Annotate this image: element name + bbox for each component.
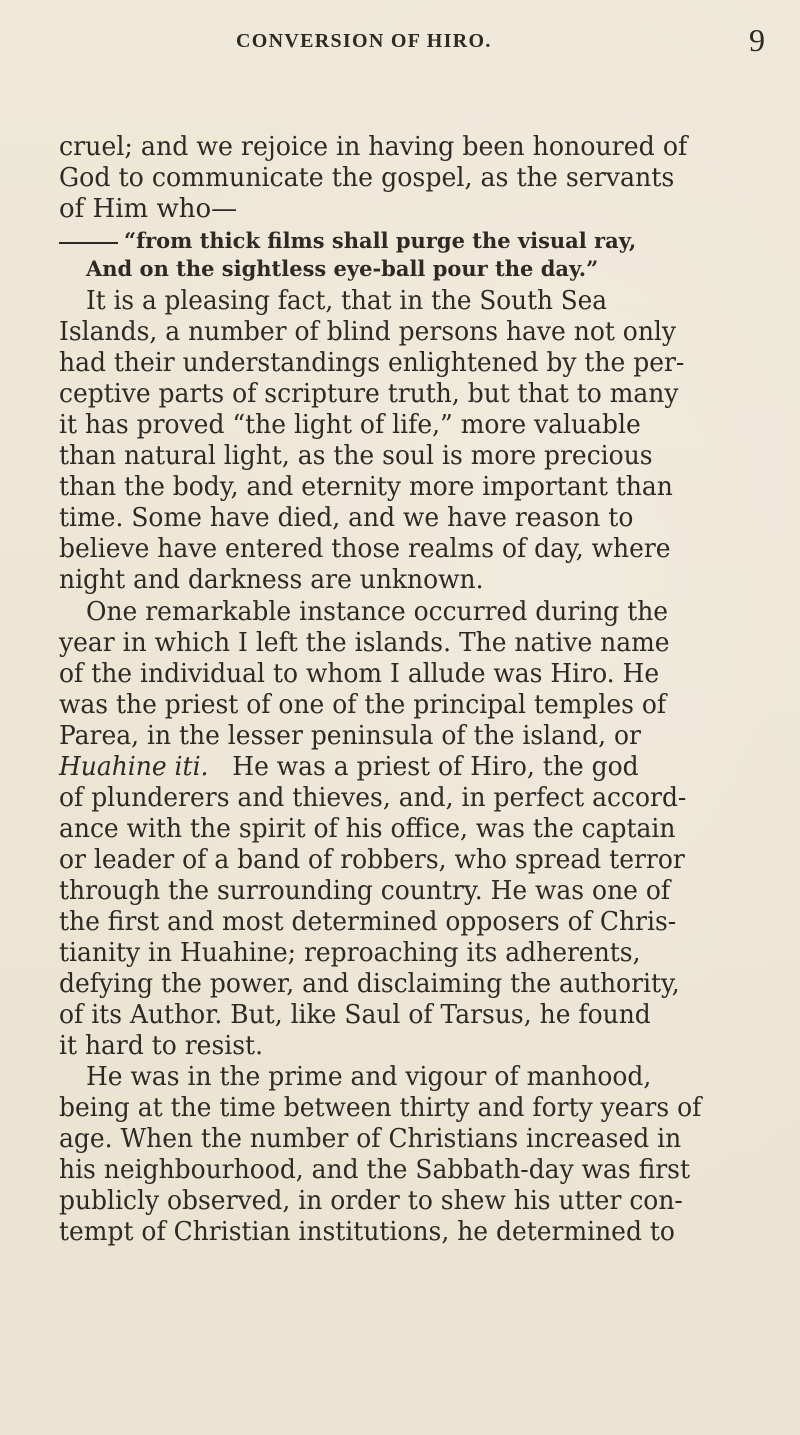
text-line-6: It is a pleasing fact, that in the South Sea bbox=[86, 286, 608, 316]
running-head: CONVERSION OF HIRO. bbox=[236, 30, 492, 52]
text-line-7: Islands, a number of blind persons have not only bbox=[59, 317, 676, 347]
page-number: 9 bbox=[749, 22, 765, 58]
quotation-line-2: And on the sightless eye-ball pour the day.” bbox=[86, 256, 599, 281]
text-line-15: night and darkness are unknown. bbox=[59, 565, 484, 595]
italic-place-name: Huahine iti. bbox=[59, 752, 209, 782]
text-line-17: year in which I left the islands. The native name bbox=[59, 628, 670, 658]
text-line-33: age. When the number of Christians increased in bbox=[59, 1124, 682, 1154]
text-line-16: One remarkable instance occurred during the bbox=[86, 597, 669, 627]
quotation-line-1 bbox=[59, 228, 636, 254]
text-line-12: than the body, and eternity more important than bbox=[59, 472, 673, 502]
text-line-34: his neighbourhood, and the Sabbath-day was first bbox=[59, 1155, 691, 1185]
text-line-1: cruel; and we rejoice in having been honoured of bbox=[59, 132, 688, 162]
text-line-2: God to communicate the gospel, as the servants bbox=[59, 163, 675, 193]
text-line-3: of Him who— bbox=[59, 194, 238, 224]
text-line-18: of the individual to whom I allude was Hiro. He bbox=[59, 659, 660, 689]
text-line-26: the first and most determined opposers of Chris- bbox=[59, 907, 677, 937]
text-line-19: was the priest of one of the principal temples of bbox=[59, 690, 667, 720]
text-line-10: it has proved “the light of life,” more valuable bbox=[59, 410, 641, 440]
text-line-21 bbox=[59, 752, 639, 782]
text-line-14: believe have entered those realms of day, where bbox=[59, 534, 671, 564]
text-line-29: of its Author. But, like Saul of Tarsus, he found bbox=[59, 1000, 651, 1030]
text-line-22: of plunderers and thieves, and, in perfect accord- bbox=[59, 783, 687, 813]
text-line-35: publicly observed, in order to shew his utter con- bbox=[59, 1186, 683, 1216]
quote-dash bbox=[59, 242, 118, 244]
text-line-24: or leader of a band of robbers, who spread terror bbox=[59, 845, 685, 875]
text-line-31: He was in the prime and vigour of manhood, bbox=[86, 1062, 652, 1092]
text-line-36: tempt of Christian institutions, he determined to bbox=[59, 1217, 675, 1247]
quotation-line-1-text: “from thick films shall purge the visual ray, bbox=[124, 228, 637, 253]
text-line-27: tianity in Huahine; reproaching its adherents, bbox=[59, 938, 641, 968]
page-header bbox=[0, 20, 800, 60]
text-line-9: ceptive parts of scripture truth, but that to many bbox=[59, 379, 679, 409]
text-line-20: Parea, in the lesser peninsula of the island, or bbox=[59, 721, 641, 751]
text-line-30: it hard to resist. bbox=[59, 1031, 264, 1061]
text-line-13: time. Some have died, and we have reason to bbox=[59, 503, 634, 533]
text-line-28: defying the power, and disclaiming the authority, bbox=[59, 969, 680, 999]
text-line-8: had their understandings enlightened by the per- bbox=[59, 348, 685, 378]
text-line-11: than natural light, as the soul is more precious bbox=[59, 441, 653, 471]
text-line-23: ance with the spirit of his office, was the captain bbox=[59, 814, 676, 844]
text-line-32: being at the time between thirty and forty years of bbox=[59, 1093, 702, 1123]
text-line-25: through the surrounding country. He was one of bbox=[59, 876, 671, 906]
text-line-21-rest: He was a priest of Hiro, the god bbox=[232, 752, 639, 782]
